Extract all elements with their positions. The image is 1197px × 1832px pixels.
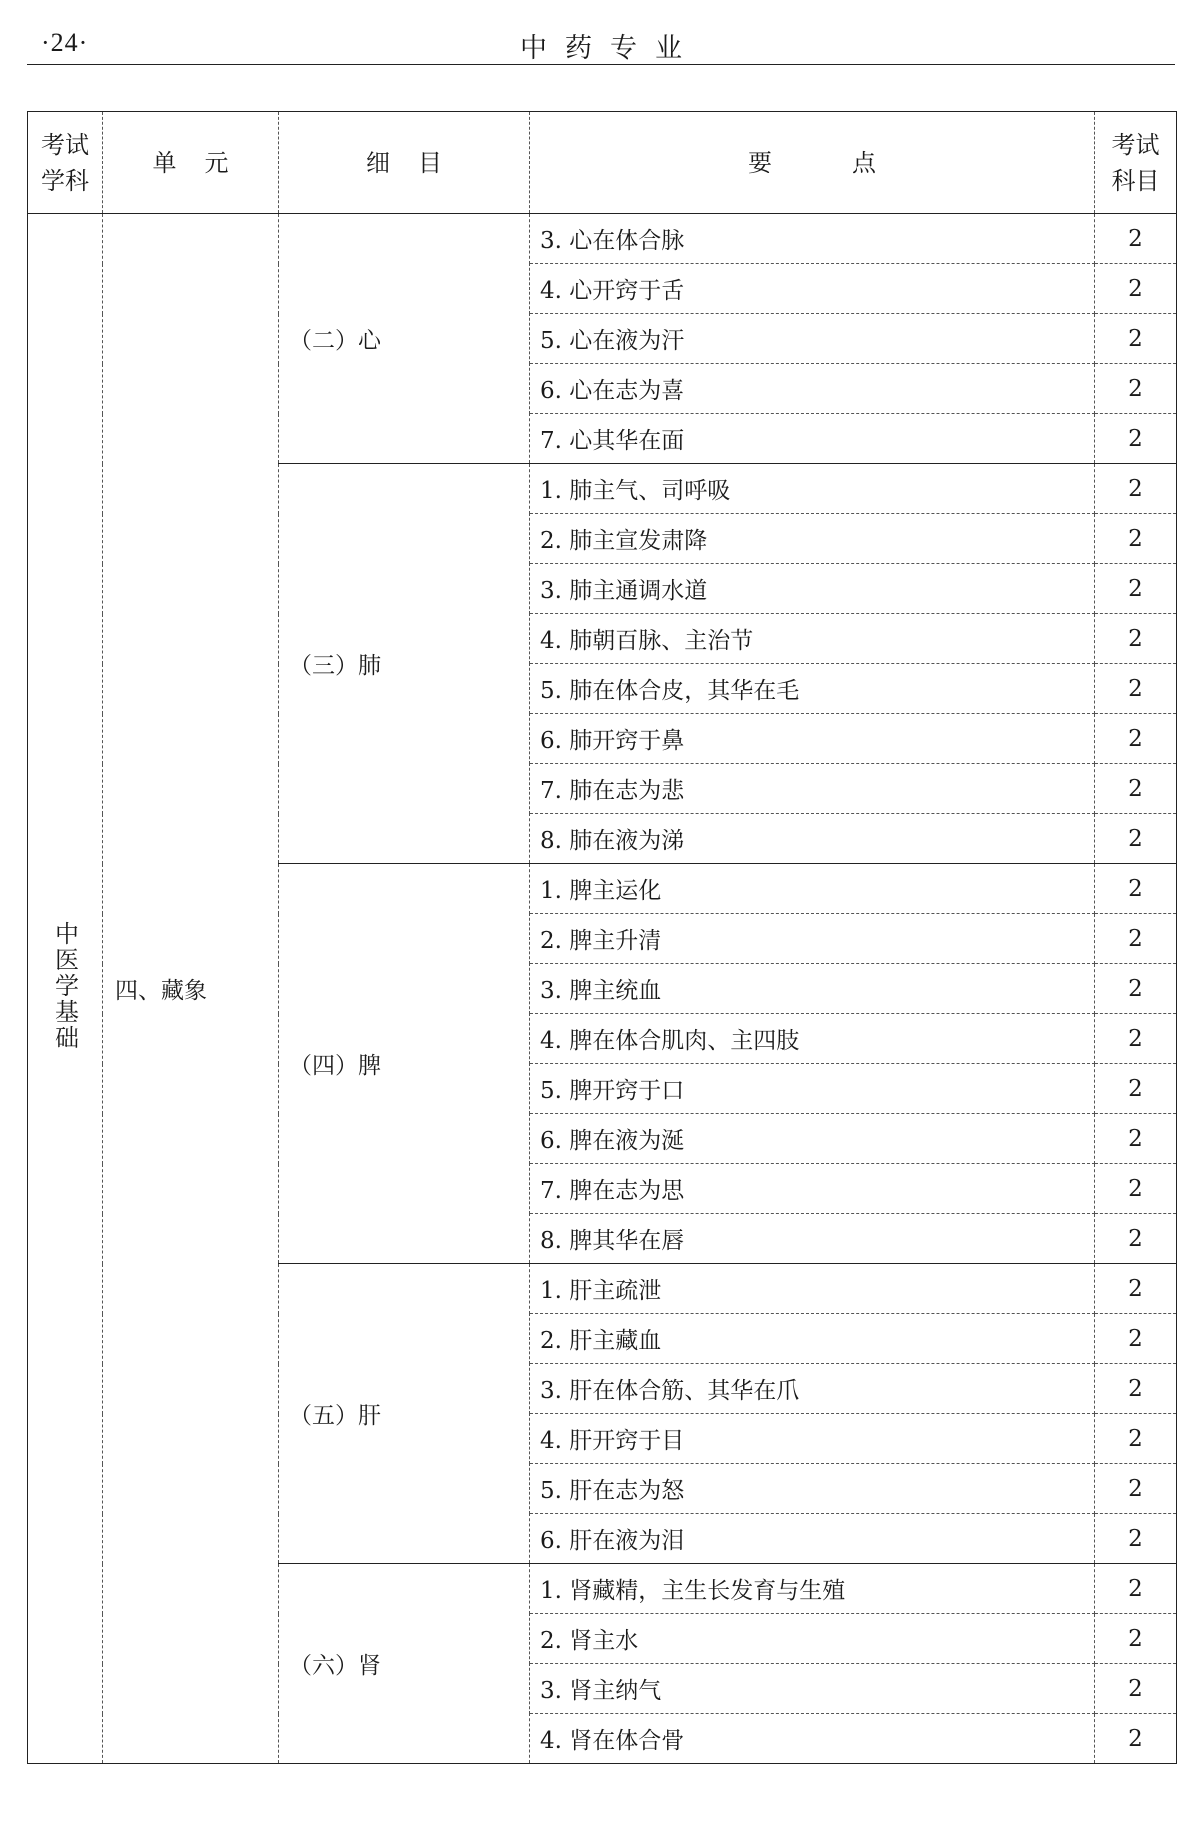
exam-subject-count-cell: 2 [1095, 764, 1177, 814]
exam-subject-count-cell: 2 [1095, 714, 1177, 764]
exam-subject-count-cell: 2 [1095, 664, 1177, 714]
point-cell: 2. 肝主藏血 [530, 1314, 1095, 1364]
subject-label: 中医学基础 [50, 920, 79, 1051]
point-cell: 7. 脾在志为思 [530, 1164, 1095, 1214]
exam-subject-count-cell: 2 [1095, 1164, 1177, 1214]
exam-subject-count-cell: 2 [1095, 1614, 1177, 1664]
point-cell: 7. 肺在志为悲 [530, 764, 1095, 814]
page-header [27, 20, 1175, 65]
exam-subject-count-cell: 2 [1095, 364, 1177, 414]
exam-subject-count-cell: 2 [1095, 1064, 1177, 1114]
detail-cell: （二）心 [279, 214, 530, 464]
point-cell: 8. 肺在液为涕 [530, 814, 1095, 864]
exam-subject-count-cell: 2 [1095, 1364, 1177, 1414]
point-cell: 4. 肝开窍于目 [530, 1414, 1095, 1464]
point-cell: 6. 心在志为喜 [530, 364, 1095, 414]
exam-subject-count-cell: 2 [1095, 1714, 1177, 1764]
exam-subject-count-cell: 2 [1095, 914, 1177, 964]
point-cell: 4. 脾在体合肌肉、主四肢 [530, 1014, 1095, 1064]
exam-subject-count-cell: 2 [1095, 564, 1177, 614]
page-number: ·24· [41, 28, 89, 57]
point-cell: 4. 肾在体合骨 [530, 1714, 1095, 1764]
table-row [28, 214, 1177, 264]
point-cell: 5. 肺在体合皮，其华在毛 [530, 664, 1095, 714]
point-cell: 3. 心在体合脉 [530, 214, 1095, 264]
exam-subject-count-cell: 2 [1095, 614, 1177, 664]
point-cell: 6. 脾在液为涎 [530, 1114, 1095, 1164]
point-cell: 5. 心在液为汗 [530, 314, 1095, 364]
point-cell: 1. 肺主气、司呼吸 [530, 464, 1095, 514]
exam-subject-count-cell: 2 [1095, 964, 1177, 1014]
col-header-points: 要点 [530, 112, 1095, 214]
exam-subject-count-cell: 2 [1095, 514, 1177, 564]
point-cell: 8. 脾其华在唇 [530, 1214, 1095, 1264]
point-cell: 2. 脾主升清 [530, 914, 1095, 964]
point-cell: 3. 脾主统血 [530, 964, 1095, 1014]
point-cell: 6. 肺开窍于鼻 [530, 714, 1095, 764]
point-cell: 5. 肝在志为怒 [530, 1464, 1095, 1514]
point-cell: 6. 肝在液为泪 [530, 1514, 1095, 1564]
exam-subject-count-cell: 2 [1095, 214, 1177, 264]
point-cell: 1. 脾主运化 [530, 864, 1095, 914]
point-cell: 5. 脾开窍于口 [530, 1064, 1095, 1114]
exam-subject-count-cell: 2 [1095, 1514, 1177, 1564]
point-cell: 1. 肾藏精，主生长发育与生殖 [530, 1564, 1095, 1614]
point-cell: 2. 肾主水 [530, 1614, 1095, 1664]
point-cell: 2. 肺主宣发肃降 [530, 514, 1095, 564]
running-title: 中药专业 [520, 33, 700, 64]
exam-subject-count-cell: 2 [1095, 1564, 1177, 1614]
exam-subject-count-cell: 2 [1095, 814, 1177, 864]
syllabus-table [27, 111, 1177, 1764]
point-cell: 4. 肺朝百脉、主治节 [530, 614, 1095, 664]
exam-subject-count-cell: 2 [1095, 1214, 1177, 1264]
exam-subject-count-cell: 2 [1095, 1114, 1177, 1164]
exam-subject-count-cell: 2 [1095, 1464, 1177, 1514]
header-row [28, 112, 1177, 214]
point-cell: 3. 肝在体合筋、其华在爪 [530, 1364, 1095, 1414]
col-header-detail: 细目 [279, 112, 530, 214]
exam-subject-count-cell: 2 [1095, 864, 1177, 914]
point-cell: 7. 心其华在面 [530, 414, 1095, 464]
unit-cell: 四、藏象 [103, 214, 279, 1764]
table-body [28, 214, 1177, 1764]
exam-subject-count-cell: 2 [1095, 1664, 1177, 1714]
point-cell: 1. 肝主疏泄 [530, 1264, 1095, 1314]
exam-subject-count-cell: 2 [1095, 264, 1177, 314]
exam-subject-count-cell: 2 [1095, 464, 1177, 514]
point-cell: 4. 心开窍于舌 [530, 264, 1095, 314]
detail-cell: （五）肝 [279, 1264, 530, 1564]
detail-cell: （三）肺 [279, 464, 530, 864]
col-header-exam-subject: 考试 科目 [1095, 112, 1177, 214]
col-header-subject: 考试 学科 [28, 112, 103, 214]
detail-cell: （六）肾 [279, 1564, 530, 1764]
exam-subject-count-cell: 2 [1095, 1314, 1177, 1364]
point-cell: 3. 肺主通调水道 [530, 564, 1095, 614]
exam-subject-count-cell: 2 [1095, 314, 1177, 364]
subject-cell [28, 214, 103, 1764]
col-header-unit: 单元 [103, 112, 279, 214]
exam-subject-count-cell: 2 [1095, 1264, 1177, 1314]
exam-subject-count-cell: 2 [1095, 1014, 1177, 1064]
detail-cell: （四）脾 [279, 864, 530, 1264]
point-cell: 3. 肾主纳气 [530, 1664, 1095, 1714]
exam-subject-count-cell: 2 [1095, 1414, 1177, 1464]
exam-subject-count-cell: 2 [1095, 414, 1177, 464]
